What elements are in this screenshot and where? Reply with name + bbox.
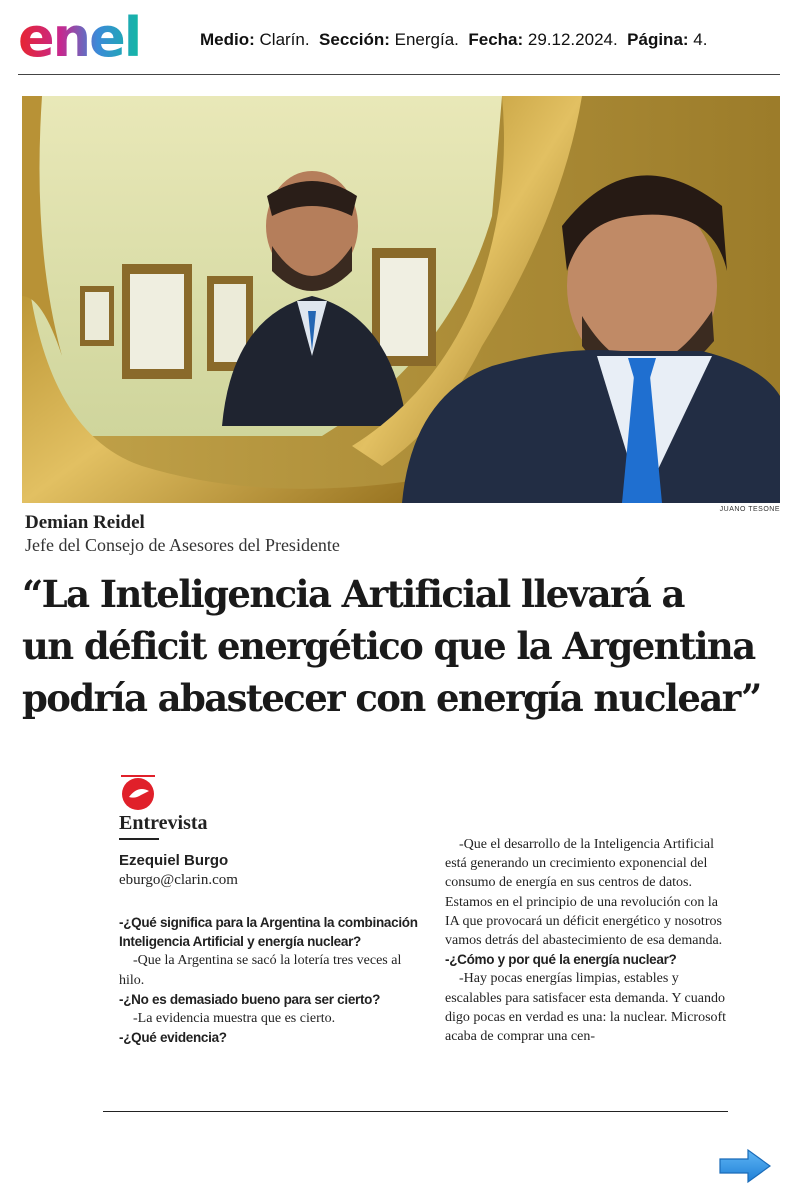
author-email[interactable]: eburgo@clarin.com bbox=[119, 872, 238, 888]
medio-value: Clarín. bbox=[259, 30, 310, 49]
medio-label: Medio: bbox=[200, 30, 255, 49]
question: -¿No es demasiado bueno para ser cierto? bbox=[119, 991, 381, 1007]
section-label: Entrevista bbox=[119, 812, 208, 834]
footer-divider bbox=[103, 1111, 728, 1112]
question: -¿Qué evidencia? bbox=[119, 1030, 227, 1046]
svg-text:enel: enel bbox=[18, 10, 141, 66]
photo-credit: JUANO TESONE bbox=[719, 506, 780, 513]
pagina-label: Página: bbox=[627, 30, 689, 49]
clarin-logo-icon bbox=[119, 775, 157, 813]
fecha-label: Fecha: bbox=[468, 30, 524, 49]
fecha-value: 29.12.2024. bbox=[527, 30, 618, 49]
seccion-value: Energía. bbox=[394, 30, 459, 49]
pagina-value: 4. bbox=[693, 30, 708, 49]
press-metadata bbox=[200, 30, 707, 50]
author-name: Ezequiel Burgo bbox=[119, 852, 229, 869]
article-column-left bbox=[119, 913, 419, 1047]
header-divider bbox=[18, 74, 780, 75]
headline-line: un déficit energético que la Argentina bbox=[22, 624, 755, 668]
seccion-label: Sección: bbox=[319, 30, 390, 49]
headline bbox=[22, 568, 782, 724]
interviewee-role: Jefe del Consejo de Asesores del Presidente bbox=[25, 535, 340, 555]
headline-line: “La Inteligencia Artificial llevará a bbox=[22, 572, 684, 616]
answer: -Que el desarrollo de la Inteligencia Artificial está generando un crecimiento exponencial del consumo de energía en sus centros de datos. Estamos en el principio de una revolución con la IA que provocará un déficit energético y nosotros vamos detrás del abastecimiento de esa demanda. bbox=[445, 837, 723, 949]
section-label-underline bbox=[119, 838, 159, 840]
arrow-right-icon[interactable] bbox=[718, 1148, 772, 1184]
enel-logo bbox=[18, 10, 168, 66]
article-column-right bbox=[445, 835, 735, 1046]
question: -¿Qué significa para la Argentina la combinación Inteligencia Artificial y energía nuclear? bbox=[119, 915, 418, 950]
question: -¿Cómo y por qué la energía nuclear? bbox=[445, 952, 677, 968]
answer: -Que la Argentina se sacó la lotería tres veces al hilo. bbox=[119, 953, 402, 988]
interviewee-name: Demian Reidel bbox=[25, 512, 145, 533]
article-photo bbox=[22, 96, 780, 503]
answer: -Hay pocas energías limpias, estables y escalables para satisfacer esta demanda. Y cuando digo pocas en verdad es una: la nuclear. Microsoft acaba de comprar una cen- bbox=[445, 971, 727, 1045]
answer: -La evidencia muestra que es cierto. bbox=[133, 1011, 336, 1027]
headline-line: podría abastecer con energía nuclear” bbox=[22, 676, 761, 720]
